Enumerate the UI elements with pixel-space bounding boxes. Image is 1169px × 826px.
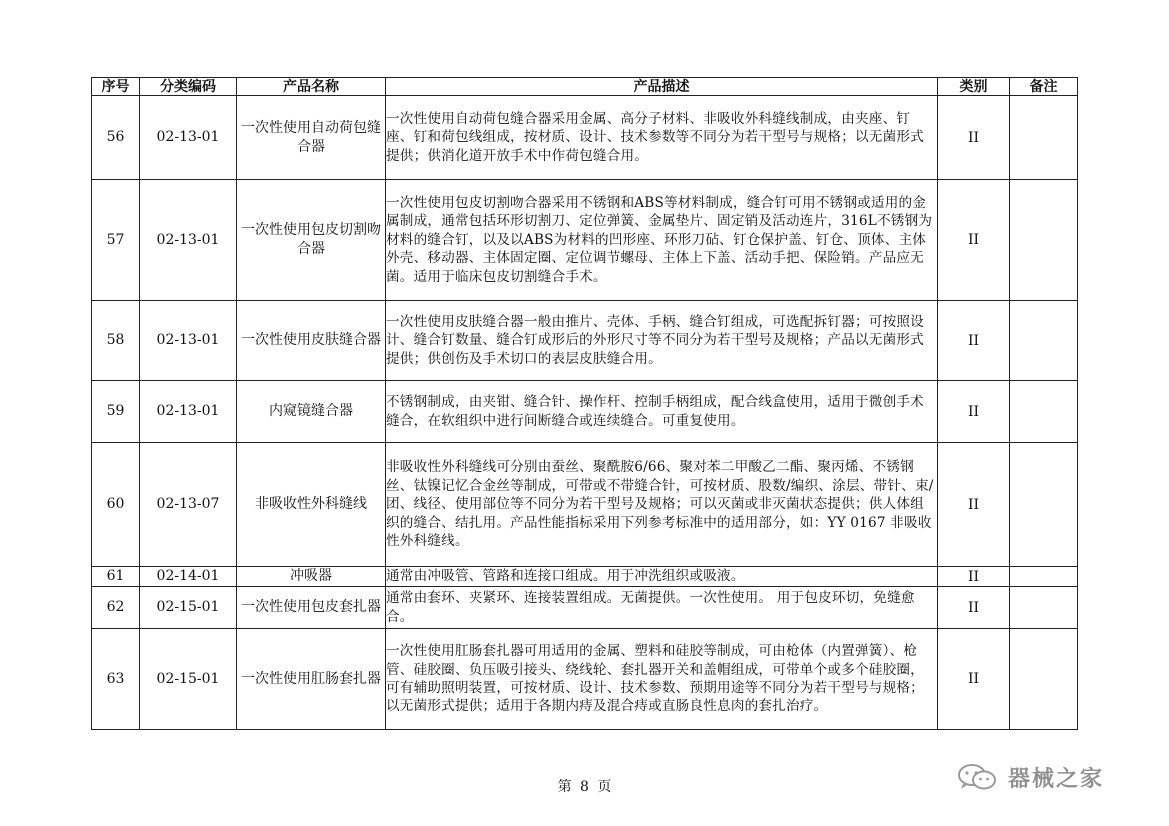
table-header-row xyxy=(92,78,1078,96)
row-name: 一次性使用皮肤缝合器 xyxy=(237,301,386,381)
row-desc: 一次性使用包皮切割吻合器采用不锈钢和ABS等材料制成，缝合钉可用不锈钢或适用的金属制成，通常包括环形切割刀、定位弹簧、金属垫片、固定销及活动连片，316L不锈钢为材料的缝合钉，以及以ABS为材料的凹形座、环形刀砧、钉仓保护盖、钉仓、顶体、主体外壳、移动器、主体固定圈、定位调节螺母、主体上下盖、活动手把、保险销。产品应无菌。适用于临床包皮切割缝合手术。 xyxy=(386,180,938,301)
row-code: 02-13-01 xyxy=(140,96,237,180)
row-no: 61 xyxy=(92,567,140,587)
table-row xyxy=(92,180,1078,301)
row-code: 02-13-01 xyxy=(140,180,237,301)
row-name: 一次性使用肛肠套扎器 xyxy=(237,629,386,730)
header-class: 类别 xyxy=(938,78,1010,96)
row-desc: 一次性使用肛肠套扎器可用适用的金属、塑料和硅胶等制成，可由枪体（内置弹簧）、枪管、硅胶圈、负压吸引接头、绕线轮、套扎器开关和盖帽组成，可带单个或多个硅胶圈，可有辅助照明装置，可按材质、设计、技术参数、预期用途等不同分为若干型号与规格；以无菌形式提供；适用于各期内痔及混合痔或直肠良性息肉的套扎治疗。 xyxy=(386,629,938,730)
row-name: 一次性使用自动荷包缝合器 xyxy=(237,96,386,180)
row-no: 63 xyxy=(92,629,140,730)
row-code: 02-13-07 xyxy=(140,443,237,567)
wechat-icon xyxy=(956,763,1000,791)
row-note xyxy=(1010,587,1078,629)
header-desc: 产品描述 xyxy=(386,78,938,96)
row-no: 56 xyxy=(92,96,140,180)
row-no: 60 xyxy=(92,443,140,567)
header-no: 序号 xyxy=(92,78,140,96)
row-note xyxy=(1010,443,1078,567)
row-class: II xyxy=(938,96,1010,180)
row-note xyxy=(1010,567,1078,587)
table-row xyxy=(92,443,1078,567)
table-row xyxy=(92,587,1078,629)
header-note: 备注 xyxy=(1010,78,1078,96)
row-name: 内窥镜缝合器 xyxy=(237,381,386,443)
row-desc: 不锈钢制成，由夹钳、缝合针、操作杆、控制手柄组成，配合线盒使用，适用于微创手术缝合，在软组织中进行间断缝合或连续缝合。可重复使用。 xyxy=(386,381,938,443)
row-desc: 通常由冲吸管、管路和连接口组成。用于冲洗组织或吸液。 xyxy=(386,567,938,587)
row-desc: 通常由套环、夹紧环、连接装置组成。无菌提供。一次性使用。 用于包皮环切，免缝愈合。 xyxy=(386,587,938,629)
row-name: 非吸收性外科缝线 xyxy=(237,443,386,567)
row-desc: 非吸收性外科缝线可分别由蚕丝、聚酰胺6/66、聚对苯二甲酸乙二酯、聚丙烯、不锈钢丝、钛镍记忆合金丝等制成，可带或不带缝合针，可按材质、股数/编织、涂层、带针、束/团、线径、使用部位等不同分为若干型号及规格；可以灭菌或非灭菌状态提供；供人体组织的缝合、结扎用。产品性能指标采用下列参考标准中的适用部分，如：YY 0167 非吸收性外科缝线。 xyxy=(386,443,938,567)
row-desc: 一次性使用皮肤缝合器一般由推片、壳体、手柄、缝合钉组成，可选配拆钉器；可按照设计、缝合钉数量、缝合钉成形后的外形尺寸等不同分为若干型号及规格；产品以无菌形式提供；供创伤及手术切口的表层皮肤缝合用。 xyxy=(386,301,938,381)
row-code: 02-13-01 xyxy=(140,381,237,443)
row-no: 57 xyxy=(92,180,140,301)
table-row xyxy=(92,96,1078,180)
row-class: II xyxy=(938,381,1010,443)
product-catalog-table xyxy=(91,77,1078,730)
row-no: 58 xyxy=(92,301,140,381)
watermark-text: 器械之家 xyxy=(1008,766,1105,792)
row-code: 02-14-01 xyxy=(140,567,237,587)
row-note xyxy=(1010,301,1078,381)
row-class: II xyxy=(938,629,1010,730)
table-row xyxy=(92,301,1078,381)
header-code: 分类编码 xyxy=(140,78,237,96)
row-note xyxy=(1010,180,1078,301)
table-row xyxy=(92,567,1078,587)
row-no: 62 xyxy=(92,587,140,629)
watermark xyxy=(956,762,1104,792)
row-class: II xyxy=(938,587,1010,629)
table-row xyxy=(92,629,1078,730)
table-row xyxy=(92,381,1078,443)
row-name: 一次性使用包皮切割吻合器 xyxy=(237,180,386,301)
row-code: 02-15-01 xyxy=(140,629,237,730)
row-code: 02-15-01 xyxy=(140,587,237,629)
row-note xyxy=(1010,381,1078,443)
row-class: II xyxy=(938,567,1010,587)
row-class: II xyxy=(938,443,1010,567)
row-note xyxy=(1010,96,1078,180)
row-note xyxy=(1010,629,1078,730)
row-desc: 一次性使用自动荷包缝合器采用金属、高分子材料、非吸收外科缝线制成，由夹座、钉座、钉和荷包线组成，按材质、设计、技术参数等不同分为若干型号与规格；以无菌形式提供；供消化道开放手术中作荷包缝合用。 xyxy=(386,96,938,180)
row-class: II xyxy=(938,301,1010,381)
row-class: II xyxy=(938,180,1010,301)
row-name: 冲吸器 xyxy=(237,567,386,587)
page-number: 第 8 页 xyxy=(557,779,612,795)
row-no: 59 xyxy=(92,381,140,443)
row-name: 一次性使用包皮套扎器 xyxy=(237,587,386,629)
header-name: 产品名称 xyxy=(237,78,386,96)
row-code: 02-13-01 xyxy=(140,301,237,381)
